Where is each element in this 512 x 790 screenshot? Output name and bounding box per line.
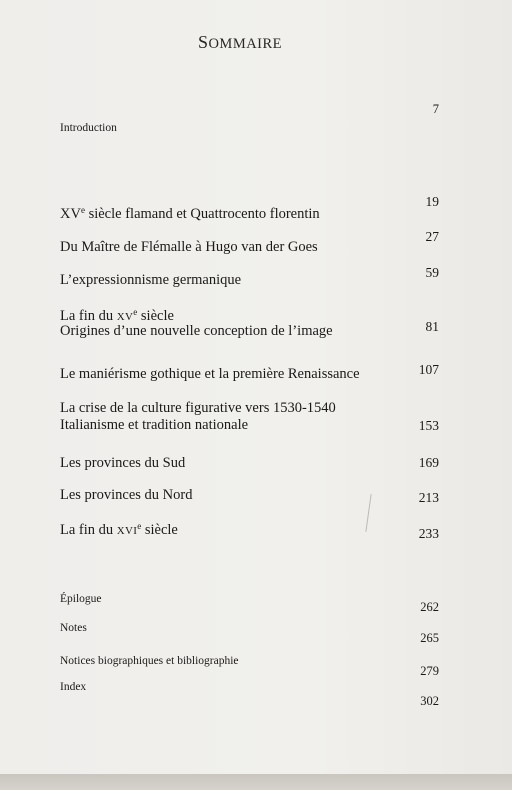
- toc-page-manierisme: 107: [418, 362, 439, 377]
- toc-page-introduction: 7: [432, 102, 439, 116]
- toc-entry-epilogue: Épilogue: [60, 593, 102, 605]
- toc-entry-index: Index: [60, 681, 87, 693]
- toc-page-fin-xve: 81: [425, 319, 439, 334]
- toc-entry-provinces-nord: Les provinces du Nord: [60, 487, 193, 503]
- toc-page-notes: 265: [420, 631, 439, 645]
- toc-page-expressionnisme: 59: [425, 265, 439, 280]
- page-bottom-edge: [0, 774, 512, 790]
- pen-mark: [365, 494, 371, 532]
- toc-page-index: 302: [420, 694, 439, 708]
- toc-page-crise: 153: [418, 418, 439, 433]
- toc-entry-notices: Notices biographiques et bibliographie: [60, 655, 239, 667]
- toc-entry-manierisme: Le maniérisme gothique et la première Renaissance: [60, 366, 360, 382]
- toc-entry-xve-siecle: XVe siècle flamand et Quattrocento florentin: [60, 205, 320, 222]
- toc-page-xve-siecle: 19: [425, 194, 439, 209]
- toc-page-fin-xvie: 233: [418, 526, 439, 541]
- toc-entry-introduction: Introduction: [60, 122, 117, 134]
- toc-page-flemalle: 27: [425, 229, 439, 244]
- page-title: SOMMAIRE: [197, 32, 283, 52]
- toc-entry-crise: La crise de la culture figurative vers 1530-1540: [60, 400, 336, 416]
- toc-entry-flemalle: Du Maître de Flémalle à Hugo van der Goes: [60, 239, 318, 255]
- toc-entry-provinces-sud: Les provinces du Sud: [60, 455, 186, 471]
- toc-page-notices: 279: [420, 664, 439, 678]
- toc-entry-fin-xve: La fin du XVe siècle: [60, 307, 174, 324]
- toc-entry-origines: Origines d’une nouvelle conception de l’image: [60, 323, 333, 339]
- toc-entry-italianisme: Italianisme et tradition nationale: [60, 417, 249, 433]
- toc-page-epilogue: 262: [420, 600, 439, 614]
- toc-entry-expressionnisme: L’expressionnisme germanique: [60, 272, 242, 288]
- toc-page-provinces-sud: 169: [418, 455, 439, 470]
- toc-page-provinces-nord: 213: [418, 490, 439, 505]
- toc-entry-fin-xvie: La fin du XVIe siècle: [60, 521, 178, 538]
- toc-entry-notes: Notes: [60, 622, 87, 634]
